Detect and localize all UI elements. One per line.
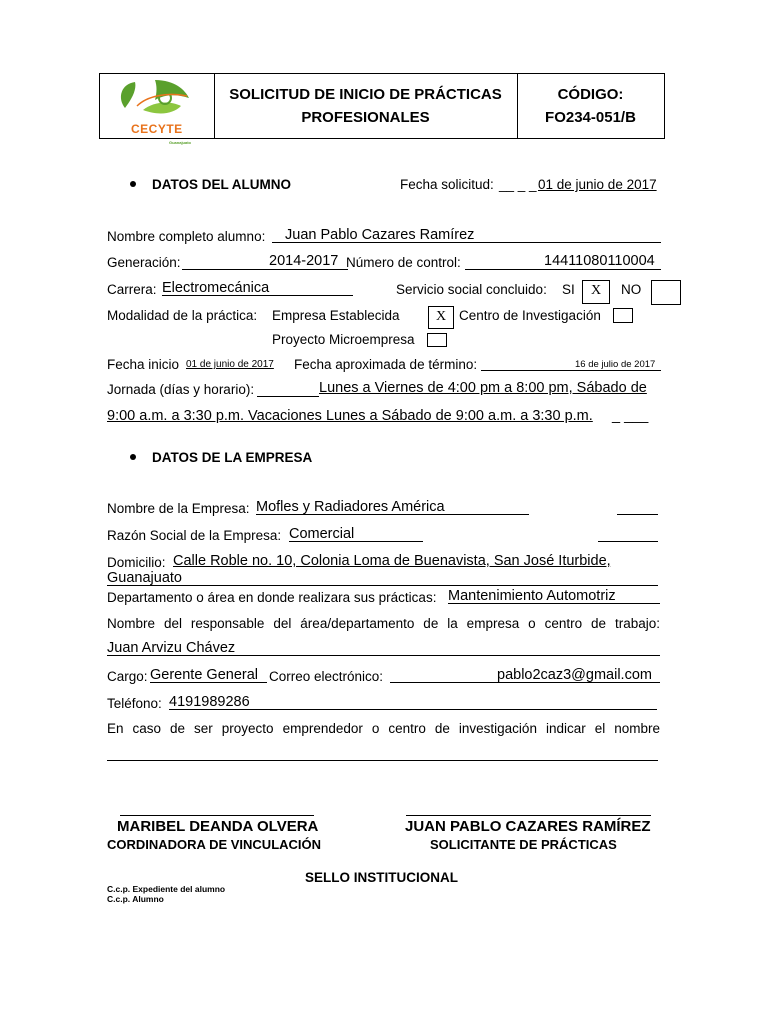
empresa-establecida-label: Empresa Establecida	[272, 308, 400, 323]
empresa-establecida-checkbox[interactable]: X	[428, 306, 454, 329]
razon-social-value: Comercial	[289, 526, 355, 542]
nombre-alumno-value: Juan Pablo Cazares Ramírez	[285, 227, 475, 243]
domicilio-line1: Calle Roble no. 10, Colonia Loma de Buenavista, San José Iturbide,	[173, 553, 611, 569]
solicitante-cargo: SOLICITANTE DE PRÁCTICAS	[430, 837, 617, 852]
departamento-line	[448, 603, 660, 604]
signature-line-solicitante	[406, 815, 651, 816]
cecyte-logo	[107, 76, 207, 145]
cargo-label: Cargo:	[107, 669, 148, 684]
responsable-value: Juan Arvizu Chávez	[107, 640, 236, 656]
centro-investigacion-checkbox[interactable]	[613, 308, 633, 323]
servicio-social-label: Servicio social concluido:	[396, 282, 547, 297]
cargo-value: Gerente General	[150, 667, 259, 683]
telefono-label: Teléfono:	[107, 696, 162, 711]
generacion-value: 2014-2017	[269, 253, 339, 269]
code-label: CÓDIGO:	[557, 86, 624, 103]
centro-investigacion-label: Centro de Investigación	[459, 308, 601, 323]
carrera-label: Carrera:	[107, 282, 157, 297]
form-title-line1: SOLICITUD DE INICIO DE PRÁCTICAS	[229, 86, 502, 103]
domicilio-label: Domicilio:	[107, 555, 166, 570]
jornada-tail: _ ___	[612, 408, 649, 424]
coordinadora-cargo: CORDINADORA DE VINCULACIÓN	[107, 837, 322, 852]
nombre-alumno-line	[272, 242, 661, 243]
fecha-termino-value: 16 de julio de 2017	[575, 359, 656, 370]
carrera-value: Electromecánica	[162, 280, 270, 296]
correo-label: Correo electrónico:	[269, 669, 384, 684]
departamento-label: Departamento o área en donde realizara sus prácticas:	[107, 590, 437, 605]
code-value: FO234-051/B	[545, 109, 636, 126]
departamento-value: Mantenimiento Automotriz	[448, 588, 616, 604]
solicitante-nombre: JUAN PABLO CAZARES RAMÍREZ	[405, 818, 651, 835]
fecha-inicio-value: 01 de junio de 2017	[186, 359, 274, 370]
telefono-line	[169, 709, 657, 710]
carrera-line	[162, 295, 353, 296]
fecha-solicitud-value: 01 de junio de 2017	[538, 177, 657, 192]
ccp-line2: C.c.p. Alumno	[107, 894, 164, 904]
section-title-alumno: DATOS DEL ALUMNO	[152, 177, 292, 192]
sello-institucional: SELLO INSTITUCIONAL	[305, 870, 458, 885]
responsable-label: Nombre del responsable del área/departamento de la empresa o centro de trabajo:	[107, 616, 660, 631]
section-bullet	[130, 181, 136, 187]
razon-social-label: Razón Social de la Empresa:	[107, 528, 282, 543]
section-bullet	[130, 454, 136, 460]
control-label: Número de control:	[346, 255, 461, 270]
nombre-empresa-label: Nombre de la Empresa:	[107, 501, 250, 516]
control-value: 14411080110004	[544, 253, 655, 269]
nombre-alumno-label: Nombre completo alumno:	[107, 229, 266, 244]
razon-social-line	[289, 541, 423, 542]
proyecto-microempresa-checkbox[interactable]	[427, 333, 447, 347]
jornada-line1: Lunes a Viernes de 4:00 pm a 8:00 pm, Sábado de	[319, 380, 647, 396]
proyecto-microempresa-label: Proyecto Microempresa	[272, 332, 415, 347]
proyecto-label: En caso de ser proyecto emprendedor o centro de investigación indicar el nombre	[107, 721, 660, 736]
generacion-label: Generación:	[107, 255, 181, 270]
no-checkbox[interactable]	[651, 280, 681, 305]
responsable-line	[107, 655, 660, 656]
nombre-empresa-value: Mofles y Radiadores América	[256, 499, 445, 515]
telefono-value: 4191989286	[169, 694, 250, 710]
jornada-line2: 9:00 a.m. a 3:30 p.m. Vacaciones Lunes a Sábado de 9:00 a.m. a 3:30 p.m.	[107, 408, 593, 424]
coordinadora-nombre: MARIBEL DEANDA OLVERA	[117, 818, 319, 835]
si-checkbox[interactable]: X	[582, 280, 610, 304]
cargo-line	[150, 682, 267, 683]
logo-subtext: Guanajuato	[169, 140, 192, 145]
nombre-empresa-line	[256, 514, 529, 515]
generacion-line	[182, 269, 348, 270]
proyecto-line	[107, 760, 658, 761]
fecha-solicitud-prefix: __ _ _	[499, 177, 537, 192]
fecha-termino-label: Fecha aproximada de término:	[294, 357, 478, 372]
section-title-empresa: DATOS DE LA EMPRESA	[152, 450, 313, 465]
correo-value: pablo2caz3@gmail.com	[497, 667, 652, 683]
control-line	[465, 269, 661, 270]
title-cell	[214, 74, 518, 138]
signature-line-coordinadora	[120, 815, 314, 816]
si-label: SI	[562, 282, 575, 297]
domicilio-line2: Guanajuato	[107, 570, 182, 586]
no-label: NO	[621, 282, 642, 297]
form-header	[99, 73, 665, 145]
domicilio-line	[107, 585, 658, 586]
code-cell	[517, 74, 664, 138]
jornada-lead-line	[257, 396, 319, 397]
form-title-line2: PROFESIONALES	[301, 109, 430, 126]
ccp-line1: C.c.p. Expediente del alumno	[107, 884, 226, 894]
fecha-termino-line	[481, 370, 661, 371]
razon-social-tail-line	[598, 541, 658, 542]
fecha-solicitud-label: Fecha solicitud:	[400, 177, 494, 192]
logo-text: CECYTE	[131, 122, 183, 136]
fecha-inicio-label: Fecha inicio	[107, 357, 180, 372]
jornada-label: Jornada (días y horario):	[107, 382, 255, 397]
logo-cell	[100, 74, 215, 145]
nombre-empresa-tail-line	[617, 514, 658, 515]
modalidad-label: Modalidad de la práctica:	[107, 308, 258, 323]
